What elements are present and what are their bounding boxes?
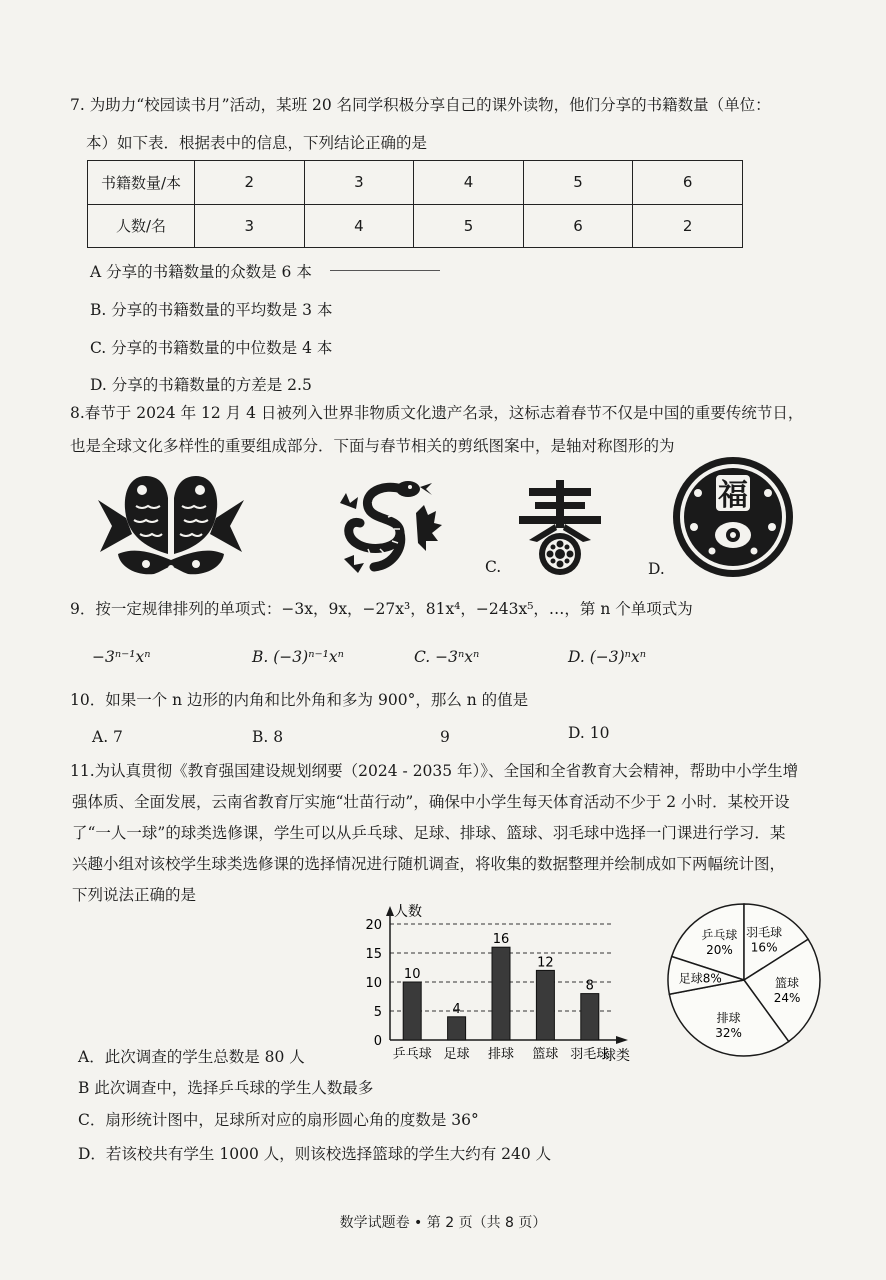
y-tick-label: 20 — [365, 918, 382, 933]
bar-value-label: 16 — [492, 932, 510, 948]
q10-option-b: B. 8 — [252, 728, 284, 746]
bar-value-label: 8 — [585, 978, 594, 994]
bar-篮球 — [536, 970, 554, 1040]
pie-percent: 32% — [715, 1025, 742, 1040]
table-header-books: 书籍数量/本 — [88, 161, 195, 205]
papercut-label-c: C. — [485, 558, 502, 576]
table-header-people: 人数/名 — [88, 204, 195, 248]
q8-stem-line2: 也是全球文化多样性的重要组成部分．下面与春节相关的剪纸图案中，是轴对称图形的为 — [70, 437, 675, 455]
books-table — [87, 160, 743, 248]
table-cell: 5 — [414, 204, 524, 248]
q10-option-d: D. 10 — [568, 724, 610, 742]
pie-label: 篮球 — [775, 975, 800, 990]
table-cell: 4 — [414, 161, 524, 205]
pie-chart — [660, 900, 830, 1060]
y-tick-label: 10 — [365, 976, 382, 991]
papercut-fortune-image — [668, 455, 798, 580]
papercut-snake-image — [330, 473, 445, 578]
bar-value-label: 12 — [537, 955, 554, 971]
q7-stem-line2: 本）如下表．根据表中的信息，下列结论正确的是 — [86, 134, 428, 152]
pie-label: 足球8% — [678, 971, 722, 986]
y-tick-label: 0 — [373, 1034, 382, 1049]
x-tick-label: 排球 — [487, 1047, 515, 1062]
bar-羽毛球 — [581, 994, 599, 1040]
q11-option-a: A．此次调查的学生总数是 80 人 — [78, 1048, 305, 1066]
table-cell: 4 — [304, 204, 414, 248]
pie-percent: 16% — [750, 940, 778, 955]
q11-stem-line3: 了“一人一球”的球类选修课，学生可以从乒乓球、足球、排球、篮球、羽毛球中选择一门课进行学习．某 — [72, 824, 786, 842]
q8-stem-line1: 8.春节于 2024 年 12 月 4 日被列入世界非物质文化遗产名录，这标志着春节不仅是中国的重要传统节日， — [70, 404, 804, 422]
q7-option-c: C. 分享的书籍数量的中位数是 4 本 — [90, 339, 333, 357]
q11-option-d: D．若该校共有学生 1000 人，则该校选择篮球的学生大约有 240 人 — [78, 1145, 552, 1163]
q10-option-c: 9 — [440, 728, 450, 746]
q10-option-a: A. 7 — [92, 728, 123, 746]
papercut-label-d: D. — [648, 560, 665, 578]
y-tick-label: 15 — [365, 947, 382, 962]
papercut-fish-image — [96, 468, 246, 580]
q7-option-d: D. 分享的书籍数量的方差是 2.5 — [90, 376, 312, 394]
y-axis-label: 人数 — [394, 904, 422, 920]
bar-乒乓球 — [403, 982, 421, 1040]
q11-stem-line5: 下列说法正确的是 — [72, 886, 197, 904]
page-footer: 数学试题卷 • 第 2 页（共 8 页） — [339, 1215, 547, 1231]
x-tick-label: 篮球 — [532, 1047, 559, 1062]
q7-stem-line1: 7. 为助力“校园读书月”活动，某班 20 名同学积极分享自己的课外读物，他们分享的书籍数量（单位： — [70, 96, 771, 114]
bar-chart — [340, 898, 650, 1066]
table-cell: 2 — [633, 204, 743, 248]
q7-option-b: B. 分享的书籍数量的平均数是 3 本 — [90, 301, 333, 319]
q11-stem-line4: 兴趣小组对该校学生球类选修课的选择情况进行随机调查，将收集的数据整理并绘制成如下两幅统计图， — [72, 855, 786, 873]
table-cell: 5 — [523, 161, 633, 205]
q9-option-c: C. −3ⁿxⁿ — [414, 648, 480, 666]
pie-label: 排球 — [716, 1010, 741, 1025]
pie-label: 羽毛球 — [746, 925, 783, 940]
q10-stem: 10．如果一个 n 边形的内角和比外角和多为 900°，那么 n 的值是 — [70, 691, 529, 709]
pie-percent: 24% — [773, 990, 801, 1005]
x-tick-label: 羽毛球 — [570, 1047, 610, 1062]
q11-stem-line2: 强体质、全面发展，云南省教育厅实施“壮苗行动”，确保中小学生每天体育活动不少于 2 小时．某校开设 — [72, 793, 790, 811]
table-row — [88, 161, 743, 205]
table-row — [88, 204, 743, 248]
fortune-character: 福 — [718, 478, 748, 513]
q9-option-b: B. (−3)ⁿ⁻¹xⁿ — [252, 648, 344, 666]
q9-option-a: −3ⁿ⁻¹xⁿ — [92, 648, 151, 666]
y-tick-label: 5 — [373, 1005, 382, 1020]
pie-label: 乒乓球 — [701, 928, 738, 943]
x-axis-arrow — [616, 1036, 628, 1044]
x-axis-label: 球类 — [602, 1048, 630, 1064]
bar-足球 — [448, 1017, 466, 1040]
q11-stem-line1: 11.为认真贯彻《教育强国建设规划纲要（2024 - 2035 年）》、全国和全省教育大会精神，帮助中小学生增 — [70, 762, 799, 780]
bar-排球 — [492, 947, 510, 1040]
q11-option-c: C．扇形统计图中，足球所对应的扇形圆心角的度数是 36° — [78, 1111, 479, 1129]
pie-percent: 20% — [706, 943, 733, 958]
underline — [330, 270, 440, 271]
table-cell: 6 — [633, 161, 743, 205]
q9-stem: 9．按一定规律排列的单项式：−3x，9x，−27x³，81x⁴，−243x⁵，…，第 n 个单项式为 — [70, 600, 693, 618]
table-cell: 3 — [195, 204, 305, 248]
y-axis-arrow — [386, 906, 394, 916]
q7-option-a: A 分享的书籍数量的众数是 6 本 — [90, 263, 312, 281]
table-cell: 6 — [523, 204, 633, 248]
bar-value-label: 10 — [403, 967, 421, 982]
bar-value-label: 4 — [452, 1001, 461, 1017]
table-cell: 2 — [195, 161, 305, 205]
q11-option-b: B 此次调查中，选择乒乓球的学生人数最多 — [78, 1079, 374, 1097]
x-tick-label: 足球 — [443, 1047, 470, 1062]
x-tick-label: 乒乓球 — [392, 1047, 432, 1062]
table-cell: 3 — [304, 161, 414, 205]
papercut-spring-image — [515, 478, 605, 578]
q9-option-d: D. (−3)ⁿxⁿ — [568, 648, 646, 666]
